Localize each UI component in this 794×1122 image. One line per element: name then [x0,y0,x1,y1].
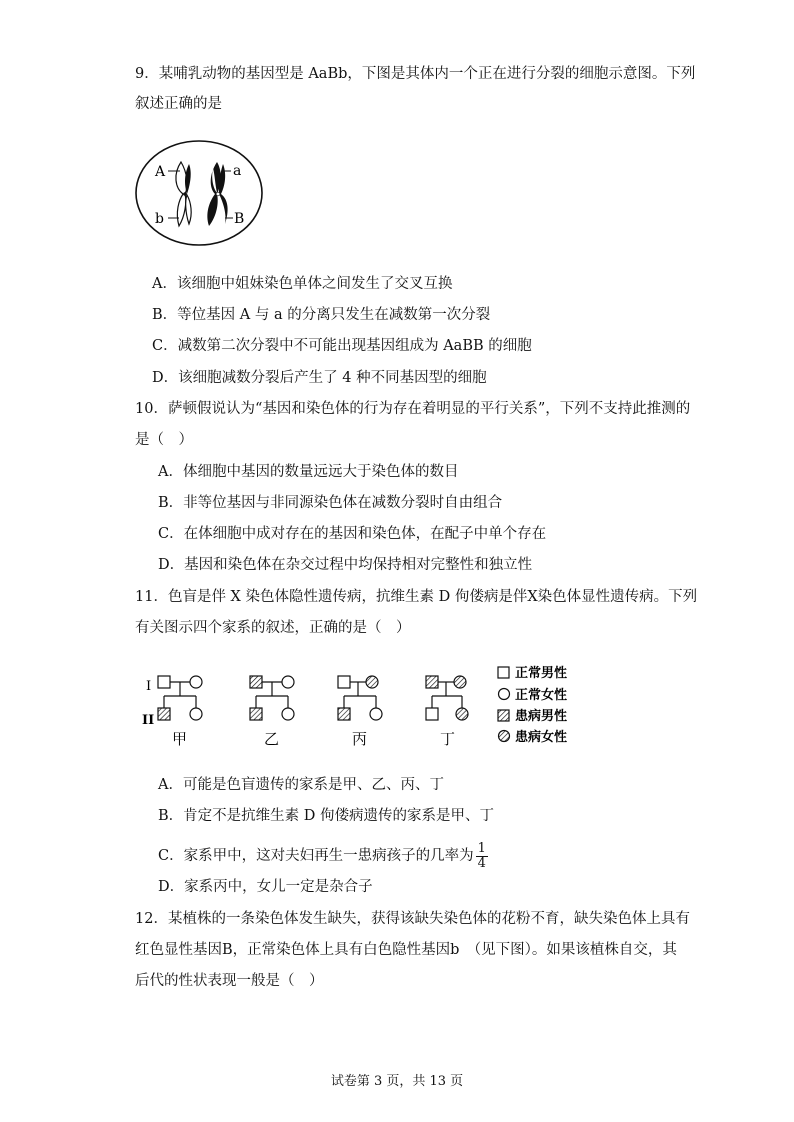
normal-female-symbol [282,676,294,688]
family-label-bing: 丙 [352,730,368,748]
gene-label-A: A [155,164,166,180]
cell-division-diagram [133,138,265,248]
pedigree-family-ding [426,676,468,720]
q12-stem-line3: 后代的性状表现一般是（ ） [135,973,324,989]
generation-label-I: I [146,679,152,694]
legend-affected-female: 患病女性 [515,730,568,745]
affected-male-symbol [250,708,262,720]
gene-label-a: a [233,163,242,179]
q9-option-d: D．该细胞减数分裂后产生了 4 种不同基因型的细胞 [152,370,487,386]
q11-option-a: A．可能是色盲遗传的家系是甲、乙、丙、丁 [158,777,444,793]
normal-female-symbol [282,708,294,720]
gene-label-b: b [155,211,164,227]
q9-option-c: C．减数第二次分裂中不可能出现基因组成为 AaBB 的细胞 [152,338,532,354]
gene-label-B: B [234,211,245,227]
affected-male-symbol [338,708,350,720]
q10-option-b: B．非等位基因与非同源染色体在减数分裂时自由组合 [158,495,503,511]
affected-male-symbol [158,708,170,720]
pedigree-family-jia [158,676,202,720]
normal-male-symbol [338,676,350,688]
normal-female-symbol [190,676,202,688]
fraction-denominator: 4 [477,855,486,871]
chromosome-right [207,162,227,226]
chromosome-left [176,162,191,226]
q9-option-b: B．等位基因 A 与 a 的分离只发生在减数第一次分裂 [152,307,491,323]
legend-normal-female-symbol [499,689,510,700]
family-label-jia: 甲 [172,730,188,748]
q10-stem-line2: 是（ ） [135,432,193,448]
normal-female-symbol [370,708,382,720]
family-label-yi: 乙 [264,730,280,748]
affected-male-symbol [250,676,262,688]
fraction-numerator: 1 [477,840,486,856]
pedigree-family-yi [250,676,294,720]
q11-option-d: D．家系丙中，女儿一定是杂合子 [158,879,373,895]
q9-option-a: A．该细胞中姐妹染色单体之间发生了交叉互换 [152,276,453,292]
legend-affected-male-symbol [498,710,509,721]
normal-male-symbol [426,708,438,720]
normal-female-symbol [190,708,202,720]
q11-option-c-text: C．家系甲中，这对夫妇再生一患病孩子的几率为 [158,848,474,864]
q9-stem-line2: 叙述正确的是 [135,96,222,112]
pedigree-legend [498,665,567,745]
legend-affected-female-symbol [499,731,510,742]
q10-option-c: C．在体细胞中成对存在的基因和染色体，在配子中单个存在 [158,526,547,542]
pedigree-diagram [140,660,600,750]
q9-stem-line1: 9．某哺乳动物的基因型是 AaBb，下图是其体内一个正在进行分裂的细胞示意图。下列 [135,66,696,82]
q12-stem-line2: 红色显性基因B，正常染色体上具有白色隐性基因b （见下图）。如果该植株自交，其 [135,942,677,958]
page-footer: 试卷第 3 页，共 13 页 [330,1074,464,1089]
generation-label-II: II [142,713,155,728]
legend-normal-male: 正常男性 [515,666,568,681]
q10-stem-line1: 10．萨顿假说认为“基因和染色体的行为存在着明显的平行关系”，下列不支持此推测的 [135,401,691,417]
affected-male-symbol [426,676,438,688]
q11-stem-line2: 有关图示四个家系的叙述，正确的是（ ） [135,620,411,636]
q11-option-c [158,838,488,874]
fraction-one-quarter [476,842,488,871]
normal-male-symbol [158,676,170,688]
legend-affected-male: 患病男性 [515,709,568,724]
pedigree-family-bing [338,676,382,720]
q10-option-d: D．基因和染色体在杂交过程中均保持相对完整性和独立性 [158,557,533,573]
cell-membrane [136,141,262,245]
family-label-ding: 丁 [440,730,456,748]
q12-stem-line1: 12．某植株的一条染色体发生缺失，获得该缺失染色体的花粉不育，缺失染色体上具有 [135,911,690,927]
affected-female-symbol [454,676,466,688]
q11-stem-line1: 11．色盲是伴 X 染色体隐性遗传病，抗维生素 D 佝偻病是伴X染色体显性遗传病。下列 [135,589,698,605]
q10-option-a: A．体细胞中基因的数量远远大于染色体的数目 [158,464,459,480]
legend-normal-female: 正常女性 [515,688,568,703]
legend-normal-male-symbol [498,667,509,678]
affected-female-symbol [456,708,468,720]
q11-option-b: B．肯定不是抗维生素 D 佝偻病遗传的家系是甲、丁 [158,808,494,824]
affected-female-symbol [366,676,378,688]
